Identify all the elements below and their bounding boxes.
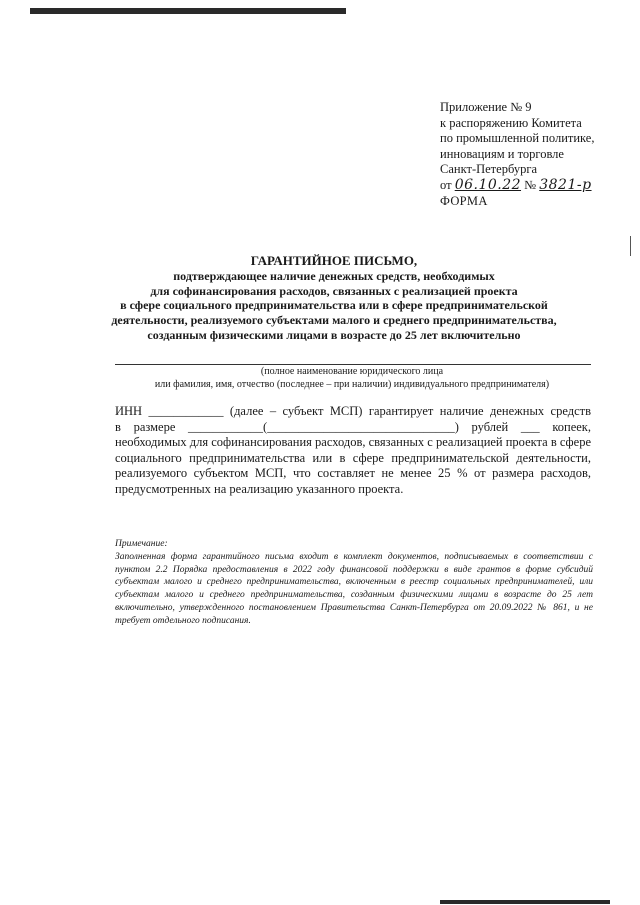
title-line: созданным физическими лицами в возрасте до 25 лет включительно: [147, 327, 521, 342]
appendix-header: [440, 100, 594, 193]
body-line: социального предпринимательства или в сфере предпринимательской деятельности,: [115, 450, 591, 465]
scan-edge-top: [30, 8, 346, 14]
title-line: в сфере социального предпринимательства или в сфере предпринимательской: [120, 298, 548, 313]
body-line: предусмотренных на реализацию указанного проекта.: [115, 481, 404, 496]
scan-mark: [630, 236, 631, 256]
appendix-line: инновациям и торговле: [440, 146, 564, 161]
title-line: деятельности, реализуемого субъектами малого и среднего предпринимательства,: [111, 313, 557, 328]
appendix-line: по промышленной политике,: [440, 131, 595, 145]
guarantee-body: [115, 404, 591, 497]
appendix-date-line: [440, 178, 594, 194]
title-line: для софинансирования расходов, связанных с реализацией проекта: [150, 283, 518, 298]
handwritten-date: 06.10.22: [454, 176, 522, 193]
document-title: [104, 253, 564, 343]
entity-name-field[interactable]: [115, 364, 591, 365]
date-prefix: от: [440, 177, 452, 192]
body-line: в размере ____________(______________________________) рублей ___ копеек,: [115, 419, 591, 434]
number-prefix: №: [524, 177, 537, 192]
note-heading: Примечание:: [115, 539, 168, 549]
title-line: подтверждающее наличие денежных средств, необходимых: [173, 269, 495, 283]
form-label: ФОРМА: [440, 194, 488, 208]
note-section: [115, 538, 593, 628]
handwritten-number: 3821-р: [539, 176, 592, 193]
appendix-line: Приложение № 9: [440, 100, 532, 114]
caption-line: (полное наименование юридического лица: [260, 366, 444, 377]
body-line: реализуемого субъектом МСП, что составляет не менее 25 % от размера расходов,: [115, 466, 591, 480]
appendix-line: к распоряжению Комитета: [440, 115, 582, 130]
body-line: необходимых для софинансирования расходов, связанных с реализацией проекта в сфере: [115, 435, 592, 449]
title-main: ГАРАНТИЙНОЕ ПИСЬМО,: [250, 253, 418, 268]
body-line: ИНН ____________ (далее – субъект МСП) гарантирует наличие денежных средств: [115, 404, 591, 418]
note-text: Заполненная форма гарантийного письма входит в комплект документов, подписываемых в соответствии с пунктом 2.2 Порядка предоставления в 2022 году финансовой поддержки в виде грантов в форме субсидий субъектам малого и среднего предпринимательства, включенным в реестр социальных предпринимателей, или субъектам малого и среднего предпринимательства, созданным физическими лицами в возрасте до 25 лет включительно, утвержденного постановлением Правительства Санкт-Петербурга от 20.09.2022 № 861, и не требует отдельного подписания.: [115, 551, 593, 626]
caption-line: или фамилия, имя, отчество (последнее – при наличии) индивидуального предпринимателя): [154, 378, 550, 390]
scan-edge-bottom: [440, 900, 610, 904]
entity-name-caption: [110, 366, 594, 391]
appendix-line: Санкт-Петербурга: [440, 162, 538, 176]
